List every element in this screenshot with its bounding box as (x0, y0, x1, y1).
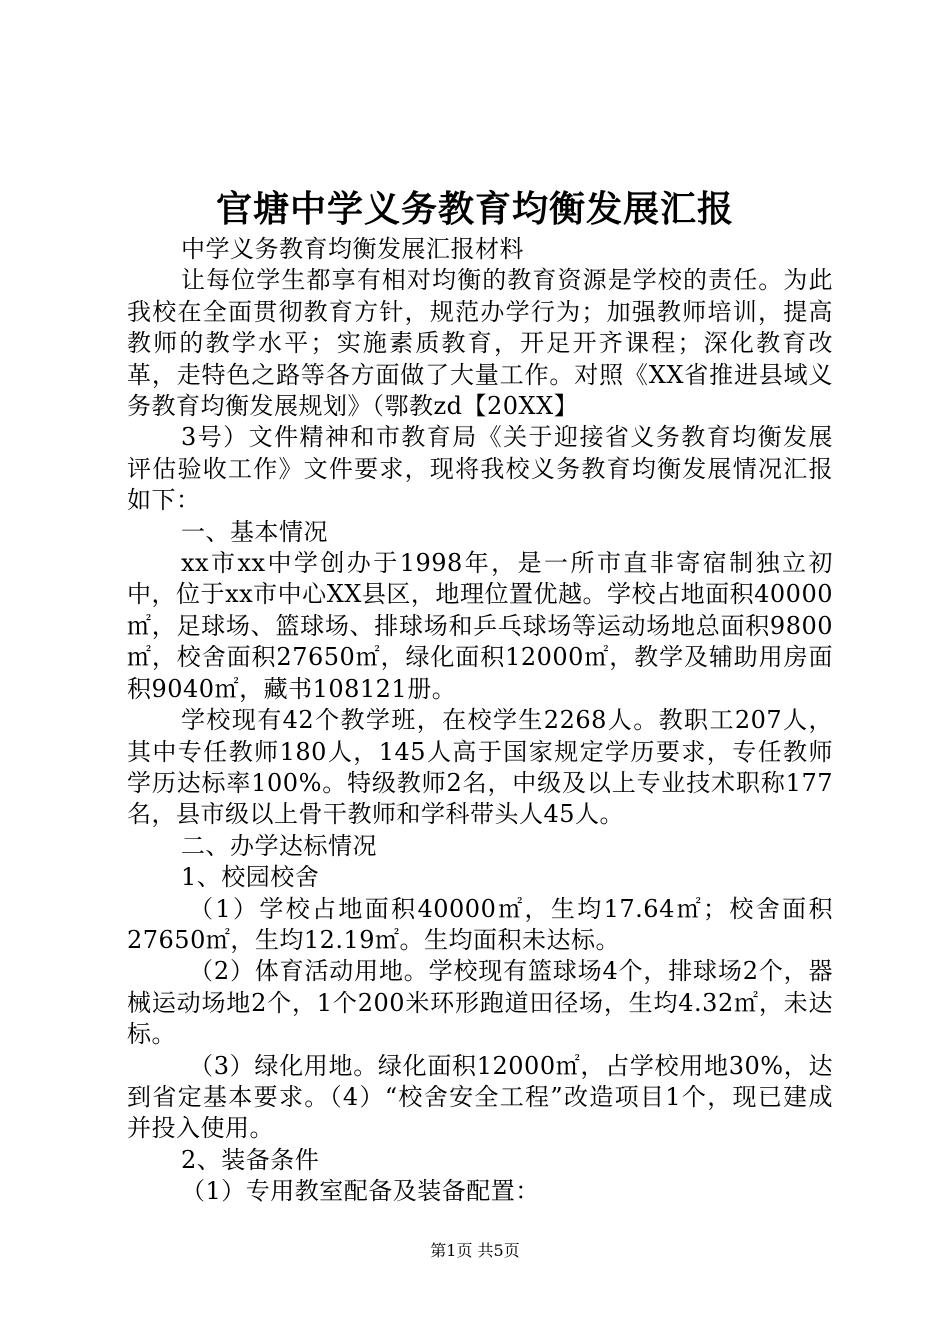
page-number: 第1页 共5页 (430, 1241, 520, 1260)
section-heading-standards: 二、办学达标情况 (181, 831, 377, 860)
paragraph-sports-land: （2）体育活动用地。学校现有篮球场4个，排球场2个，器械运动场地2个，1个200米环形跑道田径场，生均4.32㎡，未达标。 (127, 957, 833, 1049)
document-title: 官塘中学义务教育均衡发展汇报 (215, 188, 734, 230)
paragraph-intro-cont: 3号）文件精神和市教育局《关于迎接省义务教育均衡发展评估验收工作》文件要求，现将我校义务教育均衡发展情况汇报如下： (127, 423, 833, 515)
document-body (127, 234, 833, 1208)
subsection-heading-campus: 1、校园校舍 (181, 863, 320, 892)
paragraph-subtitle: 中学义务教育均衡发展汇报材料 (181, 235, 524, 263)
paragraph-green-land: （3）绿化用地。绿化面积12000㎡，占学校用地30%，达到省定基本要求。（4）“校舍安全工程”改造项目1个，现已建成并投入使用。 (127, 1051, 833, 1143)
paragraph-school-profile: xx市xx中学创办于1998年，是一所市直非寄宿制独立初中，位于xx市中心XX县区，地理位置优越。学校占地面积40000㎡，足球场、篮球场、排球场和乒乓球场等运动场地总面积9800㎡，校舍面积27650㎡，绿化面积12000㎡，教学及辅助用房面积9040㎡，藏书108121册。 (127, 549, 833, 703)
subsection-heading-equipment: 2、装备条件 (181, 1145, 320, 1174)
paragraph-staff: 学校现有42个教学班，在校学生2268人。教职工207人，其中专任教师180人，145人高于国家规定学历要求，专任教师学历达标率100%。特级教师2名，中级及以上专业技术职称177名，县市级以上骨干教师和学科带头人45人。 (127, 706, 833, 829)
paragraph-classrooms: （1）专用教室配备及装备配置： (181, 1177, 540, 1206)
paragraph-land-area: （1）学校占地面积40000㎡，生均17.64㎡；校舍面积27650㎡，生均12.19㎡。生均面积未达标。 (127, 894, 833, 954)
paragraph-intro: 让每位学生都享有相对均衡的教育资源是学校的责任。为此我校在全面贯彻教育方针，规范办学行为；加强教师培训，提高教师的教学水平；实施素质教育，开足开齐课程；深化教育改革，走特色之路等各方面做了大量工作。对照《XX省推进县域义务教育均衡发展规划》（鄂教zd【20XX】 (127, 266, 833, 421)
section-heading-basic: 一、基本情况 (181, 517, 328, 546)
